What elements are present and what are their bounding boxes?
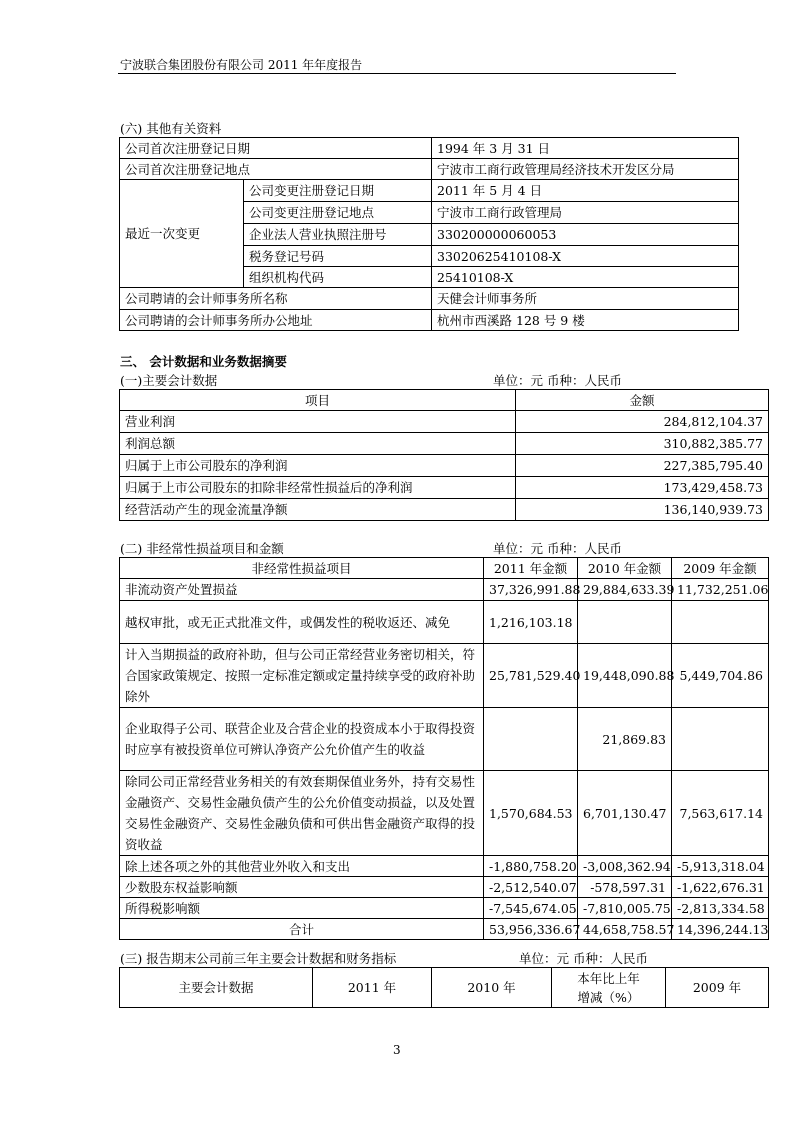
table-row-item: 越权审批，或无正式批准文件，或偶发性的税收返还、减免 — [120, 601, 484, 644]
non-recurring-table — [119, 557, 769, 940]
table-row-2010 — [578, 601, 672, 644]
change-date-value: 2011 年 5 月 4 日 — [432, 180, 739, 202]
sub2-title: (二) 非经常性损益项目和金额 — [120, 541, 284, 556]
table-row-item: 企业取得子公司、联营企业及合营企业的投资成本小于取得投资时应享有被投资单位可辨认净资产公允价值产生的收益 — [120, 708, 484, 771]
table-row-2010: -7,810,005.75 — [578, 898, 672, 919]
table-row-2011: -7,545,674.05 — [484, 898, 578, 919]
table-row-2009: 11,732,251.06 — [672, 579, 769, 601]
table-row-2011: 37,326,991.88 — [484, 579, 578, 601]
accountant-address-label: 公司聘请的会计师事务所办公地址 — [120, 310, 432, 331]
table-row-2010: 29,884,633.39 — [578, 579, 672, 601]
accountant-address-value: 杭州市西溪路 128 号 9 楼 — [432, 310, 739, 331]
table-row-amount: 310,882,385.77 — [516, 433, 769, 455]
table-row-2011 — [484, 708, 578, 771]
accountant-label: 公司聘请的会计师事务所名称 — [120, 288, 432, 310]
col-header-change-line1: 本年比上年 — [577, 970, 640, 986]
table-row-2010: 19,448,090.88 — [578, 644, 672, 708]
license-label: 企业法人营业执照注册号 — [244, 224, 432, 246]
total-row-label: 合计 — [120, 919, 484, 940]
table-row-item: 归属于上市公司股东的扣除非经常性损益后的净利润 — [120, 477, 516, 499]
org-value: 25410108-X — [432, 267, 739, 288]
change-date-label: 公司变更注册登记日期 — [244, 180, 432, 202]
total-row-2011: 53,956,336.67 — [484, 919, 578, 940]
sub1-unit: 单位：元 币种：人民币 — [493, 373, 622, 388]
col-header-2011: 2011 年金额 — [484, 558, 578, 579]
table-row-item: 归属于上市公司股东的净利润 — [120, 455, 516, 477]
tax-label: 税务登记号码 — [244, 246, 432, 267]
table-row-2009: -2,813,334.58 — [672, 898, 769, 919]
page-number: 3 — [393, 1043, 401, 1057]
table-row-2011: -1,880,758.20 — [484, 856, 578, 877]
table-row-item: 计入当期损益的政府补助，但与公司正常经营业务密切相关，符合国家政策规定、按照一定标准定额或定量持续享受的政府补助除外 — [120, 644, 484, 708]
table-row-2010: 6,701,130.47 — [578, 771, 672, 856]
three-year-table — [119, 967, 769, 1008]
total-row-2009: 14,396,244.13 — [672, 919, 769, 940]
col-header-2010: 2010 年金额 — [578, 558, 672, 579]
col-header-item: 主要会计数据 — [120, 968, 313, 1008]
table-row-item: 营业利润 — [120, 411, 516, 433]
table-row-item: 除同公司正常经营业务相关的有效套期保值业务外，持有交易性金融资产、交易性金融负债产生的公允价值变动损益，以及处置交易性金融资产、交易性金融负债和可供出售金融资产取得的投资收益 — [120, 771, 484, 856]
first-reg-date-value: 1994 年 3 月 31 日 — [432, 138, 739, 159]
recent-change-label: 最近一次变更 — [120, 180, 244, 288]
col-header-2010: 2010 年 — [432, 968, 552, 1008]
table-row-2009: -1,622,676.31 — [672, 877, 769, 898]
table-row-2011: 25,781,529.40 — [484, 644, 578, 708]
table-row-item: 所得税影响额 — [120, 898, 484, 919]
section-6-title: (六) 其他有关资料 — [120, 121, 222, 136]
table-row-2011: 1,216,103.18 — [484, 601, 578, 644]
table-row-item: 非流动资产处置损益 — [120, 579, 484, 601]
col-header-amount: 金额 — [516, 390, 769, 411]
sub3-title: (三) 报告期末公司前三年主要会计数据和财务指标 — [120, 951, 397, 966]
section-3-title: 三、 会计数据和业务数据摘要 — [120, 354, 287, 369]
col-header-item: 项目 — [120, 390, 516, 411]
table-row-amount: 136,140,939.73 — [516, 499, 769, 521]
other-info-table — [119, 137, 739, 331]
table-row-2011: -2,512,540.07 — [484, 877, 578, 898]
table-row-amount: 284,812,104.37 — [516, 411, 769, 433]
col-header-2011: 2011 年 — [313, 968, 432, 1008]
table-row-item: 除上述各项之外的其他营业外收入和支出 — [120, 856, 484, 877]
table-row-2009: -5,913,318.04 — [672, 856, 769, 877]
table-row-item: 少数股东权益影响额 — [120, 877, 484, 898]
org-label: 组织机构代码 — [244, 267, 432, 288]
first-reg-place-label: 公司首次注册登记地点 — [120, 159, 432, 180]
sub2-unit: 单位：元 币种：人民币 — [493, 541, 622, 556]
col-header-change-line2: 增减（%） — [577, 989, 640, 1005]
table-row-amount: 227,385,795.40 — [516, 455, 769, 477]
col-header-item: 非经常性损益项目 — [120, 558, 484, 579]
table-row-item: 经营活动产生的现金流量净额 — [120, 499, 516, 521]
table-row-item: 利润总额 — [120, 433, 516, 455]
table-row-amount: 173,429,458.73 — [516, 477, 769, 499]
license-value: 330200000060053 — [432, 224, 739, 246]
table-row-2010: -578,597.31 — [578, 877, 672, 898]
first-reg-date-label: 公司首次注册登记日期 — [120, 138, 432, 159]
change-place-label: 公司变更注册登记地点 — [244, 202, 432, 224]
sub1-title: (一)主要会计数据 — [120, 373, 218, 388]
page-header: 宁波联合集团股份有限公司 2011 年年度报告 — [120, 58, 363, 72]
table-row-2010: -3,008,362.94 — [578, 856, 672, 877]
table-row-2009: 7,563,617.14 — [672, 771, 769, 856]
table-row-2010: 21,869.83 — [578, 708, 672, 771]
change-place-value: 宁波市工商行政管理局 — [432, 202, 739, 224]
table-row-2011: 1,570,684.53 — [484, 771, 578, 856]
col-header-2009: 2009 年 — [666, 968, 769, 1008]
total-row-2010: 44,658,758.57 — [578, 919, 672, 940]
header-divider — [118, 73, 676, 74]
accountant-value: 天健会计师事务所 — [432, 288, 739, 310]
table-row-2009 — [672, 601, 769, 644]
col-header-change — [552, 968, 666, 1008]
sub3-unit: 单位：元 币种：人民币 — [519, 951, 648, 966]
tax-value: 33020625410108-X — [432, 246, 739, 267]
table-row-2009: 5,449,704.86 — [672, 644, 769, 708]
first-reg-place-value: 宁波市工商行政管理局经济技术开发区分局 — [432, 159, 739, 180]
main-accounting-table — [119, 389, 769, 521]
table-row-2009 — [672, 708, 769, 771]
col-header-2009: 2009 年金额 — [672, 558, 769, 579]
